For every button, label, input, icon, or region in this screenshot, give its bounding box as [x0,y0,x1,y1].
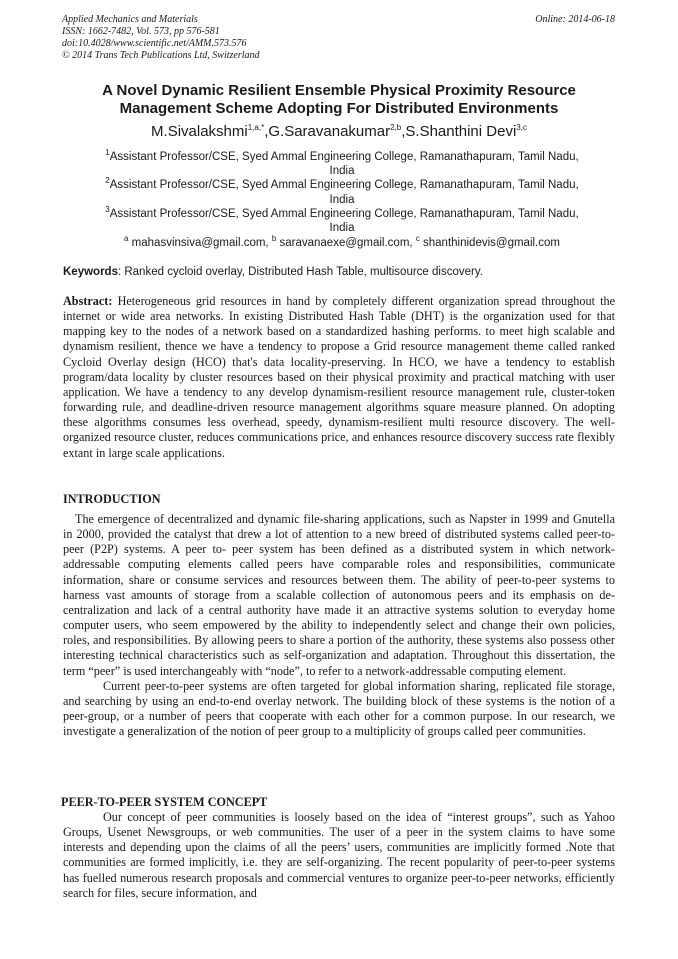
doi-line: doi:10.4028/www.scientific.net/AMM.573.576 [62,38,247,49]
affil-country: India [329,165,355,178]
author-sup: 3,c [516,123,527,132]
journal-name: Applied Mechanics and Materials [62,14,198,25]
affiliation [82,178,602,206]
email-sup: b [271,234,277,244]
affiliation [82,150,602,178]
keywords [63,265,618,279]
email-sup: c [415,234,420,244]
email-address[interactable]: shanthinidevis@gmail.com [423,237,560,250]
copyright-line: © 2014 Trans Tech Publications Ltd, Switzerland [62,50,260,61]
intro-paragraph-1: The emergence of decentralized and dynamic file-sharing applications, such as Napster in 1999 and Gnutella in 2000, provided the catalyst that drew a lot of attention to a new breed of distributed systems called peer-to-peer (P2P) systems. A peer to- peer system has been defined as a distributed system in which network-addressable computing elements called peers have comparable roles and responsibilities, communicate information, share or consume services and resources between them. The ability of peer-to-peer systems to harness vast amounts of storage from a scalable collection of autonomous peers and its emphasis on de-centralization and lack of a central authority have made it an attractive systems solution to everyday home computer users, who seem empowered by the ability to independently select and change their own policies, roles, and responsibilities. By allowing peers to share a portion of the authority, these systems also possess other interesting technical characteristics such as self-organization and adaptation. Throughout this dissertation, the term “peer” is used interchangeably with “node”, to refer to a network-addressable computing element. [63,512,615,678]
online-date: Online: 2014-06-18 [535,14,615,25]
keywords-text: : Ranked cycloid overlay, Distributed Hash Table, multisource discovery. [117,266,483,278]
introduction-heading: INTRODUCTION [63,492,161,506]
title-line-2: Management Scheme Adopting For Distributed Environments [119,100,559,117]
intro-paragraph-2: Current peer-to-peer systems are often targeted for global information sharing, replicated file storage, and searching by using an end-to-end overlay network. The building block of these systems is the notion of a peer-group, or a number of peers that cooperate with each other for a common purpose. In our research, we investigate a generalization of the notion of peer group to a multiplicity of groups called peer communities. [63,678,615,739]
author-name: G.Saravanakumar [268,123,391,140]
author-list [60,123,618,141]
affiliations [82,150,602,250]
email-sup: a [124,234,129,244]
peer-concept-paragraph: Our concept of peer communities is loosely based on the idea of “interest groups”, such as Yahoo Groups, Usenet Newsgroups, or web communities. The user of a peer in the system claims to have some interests and depending upon the claims of all the peers’ users, communities are implicitly formed .Note that communities are formed implicitly, i.e. they are self-organizing. The recent popularity of peer-to-peer systems has fuelled numerous research proposals and commercial ventures to organize peer-to-peer networks, efficiently search for files, secure information, and [63,810,615,900]
affil-num: 1 [105,148,110,158]
affil-num: 3 [105,204,110,214]
title-line-1: A Novel Dynamic Resilient Ensemble Physical Proximity Resource [102,82,576,99]
affil-country: India [329,193,355,206]
affil-text: Assistant Professor/CSE, Syed Ammal Engineering College, Ramanathapuram, Tamil Nadu, [109,151,579,163]
journal-header [62,14,260,62]
author-name: S.Shanthini Devi [405,123,517,140]
issn-line: ISSN: 1662-7482, Vol. 573, pp 576-581 [62,26,220,37]
abstract-label: Abstract: [63,294,113,308]
affil-text: Assistant Professor/CSE, Syed Ammal Engineering College, Ramanathapuram, Tamil Nadu, [109,207,579,220]
author-sup: 1,a,* [247,123,265,132]
author-sup: 2,b [390,123,402,132]
author-name: M.Sivalakshmi [151,123,248,140]
affil-text: Assistant Professor/CSE, Syed Ammal Engineering College, Ramanathapuram, Tamil Nadu, [109,179,579,192]
abstract-text: Heterogeneous grid resources in hand by completely different organization spread throughout the internet or wide area networks. In existing Distributed Hash Table (DHT) is the organization used for that mapping key to the nodes of a network based on a standardized hashing performs. to meet high scalable and dynamism resilient, thence we have a tendency to propose a Grid resource management theme called ranked Cycloid Overlay design (HCO) that's data locality-preserving. In HCO, we have a tendency to establish program/data locality by cluster resources based on their physical proximity and practical matching with user application. We have a tendency to any develop dynamism-resilient resource management rule, cluster-token forwarding rule, and deadline-driven resource management algorithms square measure planned. On adopting these algorithms consumes less overhead, speedy, dynamism-resilient multi resource discovery. The well-organized resource cluster, reduces communications price, and enhances resource discovery success rate flexibly extant in large scale applications. [63,294,616,460]
affil-country: India [329,222,355,235]
email-address[interactable]: mahasvinsiva@gmail.com, [131,237,269,250]
email-address[interactable]: saravanaexe@gmail.com, [279,237,413,250]
paper-title [60,82,618,118]
author-sep: , [264,123,269,140]
introduction-body [63,512,615,739]
affil-num: 2 [105,176,110,186]
keywords-label: Keywords [63,266,118,278]
peer-concept-heading: PEER-TO-PEER SYSTEM CONCEPT [61,795,268,809]
email-list [82,236,602,250]
affiliation [82,204,602,235]
author-sep: , [401,123,406,140]
abstract [63,294,615,461]
